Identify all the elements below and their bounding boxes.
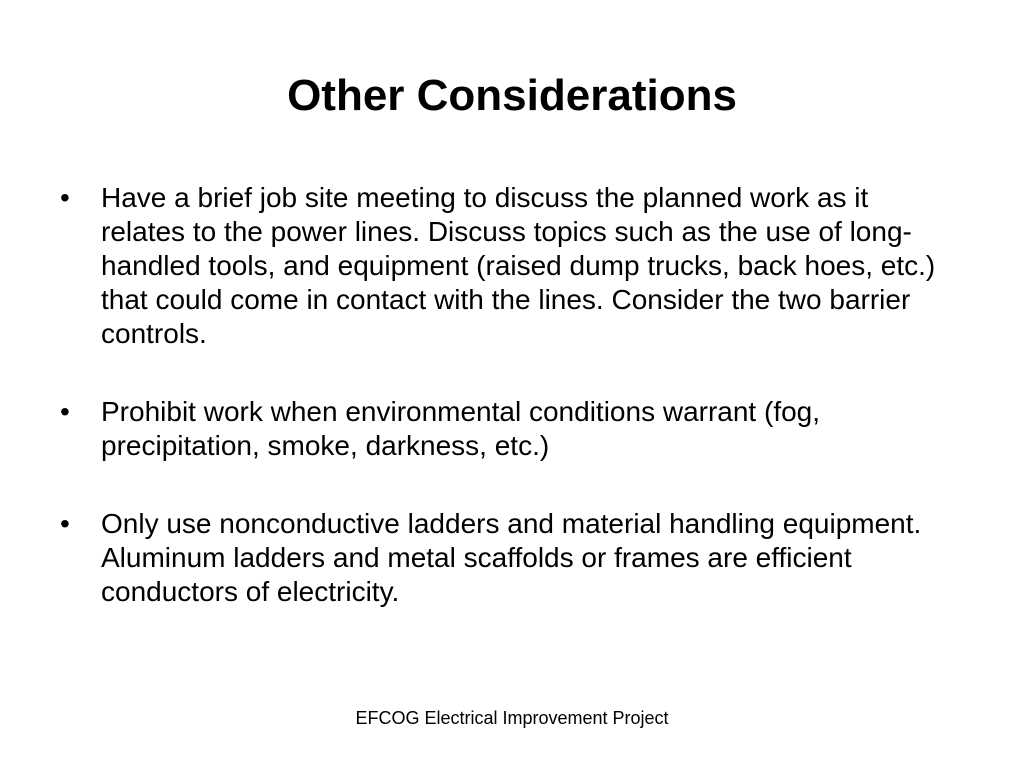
bullet-text-nonconductive-ladders: Only use nonconductive ladders and material handling equipment. Aluminum ladders and metal scaffolds or frames are efficient conductors of electricity.	[101, 508, 922, 607]
bullet-item	[60, 395, 960, 463]
bullet-point: •	[60, 508, 70, 539]
bullet-item	[60, 507, 960, 609]
bullet-list	[60, 181, 960, 609]
bullet-item	[60, 181, 960, 351]
bullet-text-prohibit-work: Prohibit work when environmental conditions warrant (fog, precipitation, smoke, darkness, etc.)	[101, 396, 821, 461]
bullet-text-meeting: Have a brief job site meeting to discuss the planned work as it relates to the power lines. Discuss topics such as the use of long-handled tools, and equipment (raised dump trucks, back hoes, etc.) that could come in contact with the lines. Consider the two barrier controls.	[101, 182, 936, 349]
slide-title: Other Considerations	[287, 71, 737, 120]
footer-text: EFCOG Electrical Improvement Project	[355, 708, 669, 728]
bullet-point: •	[60, 182, 70, 213]
bullet-point: •	[60, 396, 70, 427]
